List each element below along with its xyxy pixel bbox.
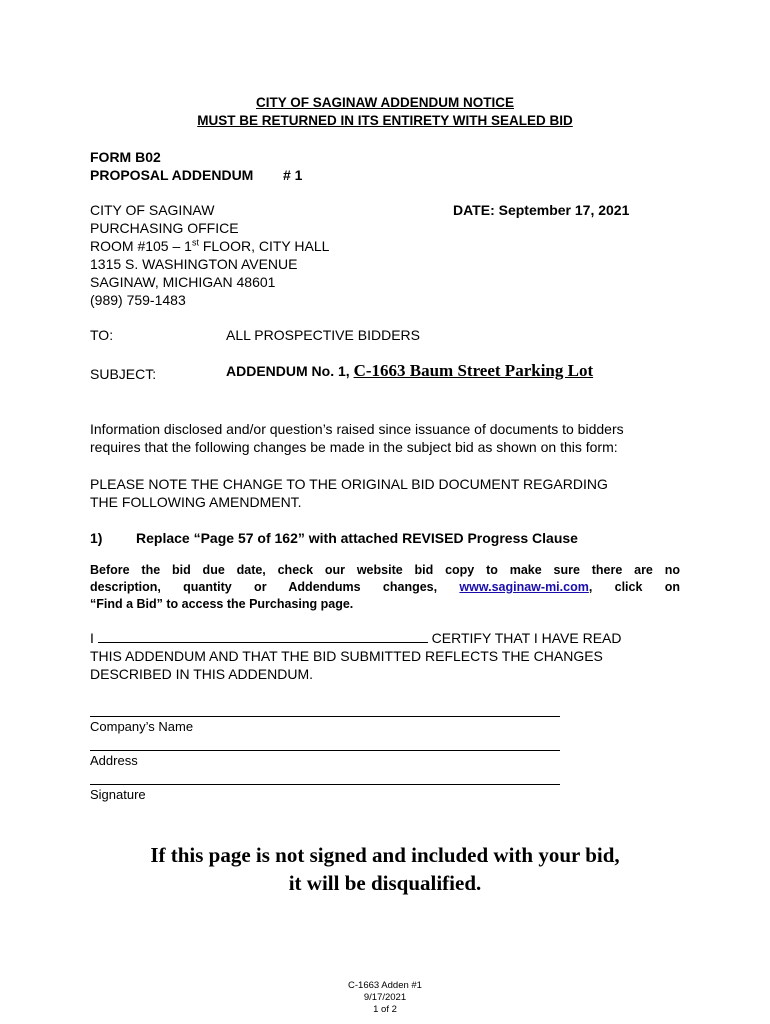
notice-line xyxy=(90,579,680,596)
certify-statement xyxy=(90,629,622,683)
certify-line: THIS ADDENDUM AND THAT THE BID SUBMITTED REFLECTS THE CHANGES xyxy=(90,648,603,664)
bid-notice xyxy=(90,562,680,613)
subject-label: SUBJECT: xyxy=(90,366,157,382)
proposal-addendum-label: PROPOSAL ADDENDUM xyxy=(90,167,254,183)
address-line xyxy=(90,237,329,255)
company-name-label: Company’s Name xyxy=(90,719,194,734)
address-line: (989) 759-1483 xyxy=(90,292,186,308)
footer xyxy=(0,980,770,1016)
item-text: Replace “Page 57 of 162” with attached REVISED Progress Clause xyxy=(136,530,578,546)
certify-suffix: CERTIFY THAT I HAVE READ xyxy=(431,630,622,646)
address-line: SAGINAW, MICHIGAN 48601 xyxy=(90,274,276,290)
info-paragraph xyxy=(90,420,624,456)
address-superscript: st xyxy=(191,237,199,248)
address-field[interactable] xyxy=(90,750,560,751)
form-number: FORM B02 xyxy=(90,149,161,165)
address-label: Address xyxy=(90,753,138,768)
item-number: 1) xyxy=(90,530,103,546)
signature-field[interactable] xyxy=(90,784,560,785)
paragraph-line: Information disclosed and/or question’s raised since issuance of documents to bidders xyxy=(90,421,624,437)
paragraph-line: requires that the following changes be made in the subject bid as shown on this form: xyxy=(90,439,618,455)
certify-line xyxy=(90,629,622,647)
notice-text: description, quantity or Addendums changes, xyxy=(90,580,460,594)
document-subtitle: MUST BE RETURNED IN ITS ENTIRETY WITH SEALED BID xyxy=(197,113,573,128)
certify-line: DESCRIBED IN THIS ADDENDUM. xyxy=(90,666,313,682)
footer-doc-id: C-1663 Adden #1 xyxy=(348,980,422,991)
footer-date: 9/17/2021 xyxy=(363,992,407,1003)
signature-label: Signature xyxy=(90,787,146,802)
address-line: PURCHASING OFFICE xyxy=(90,220,239,236)
address-block xyxy=(90,201,329,309)
notice-line: Before the bid due date, check our website bid copy to make sure there are no xyxy=(90,563,680,577)
address-line: 1315 S. WASHINGTON AVENUE xyxy=(90,256,298,272)
proposal-addendum-number: # 1 xyxy=(283,167,303,183)
footer-page-number: 1 of 2 xyxy=(373,1004,397,1015)
address-floor: FLOOR, CITY HALL xyxy=(198,238,330,254)
notice-text: , click on xyxy=(588,580,680,594)
website-link[interactable]: www.saginaw-mi.com xyxy=(459,580,589,594)
address-room: ROOM #105 – 1 xyxy=(90,238,192,254)
paragraph-line: PLEASE NOTE THE CHANGE TO THE ORIGINAL BID DOCUMENT REGARDING xyxy=(90,476,608,492)
document-date: DATE: September 17, 2021 xyxy=(453,202,630,218)
subject-value xyxy=(226,361,593,381)
subject-prefix: ADDENDUM No. 1, xyxy=(226,363,354,379)
disqualification-warning-line2: it will be disqualified. xyxy=(288,871,482,895)
certify-prefix: I xyxy=(90,630,94,646)
document-title: CITY OF SAGINAW ADDENDUM NOTICE xyxy=(255,95,514,110)
subject-project: C-1663 Baum Street Parking Lot xyxy=(353,361,594,380)
disqualification-warning-line1: If this page is not signed and included with your bid, xyxy=(150,843,620,867)
note-paragraph xyxy=(90,475,608,511)
to-value: ALL PROSPECTIVE BIDDERS xyxy=(226,327,420,343)
certify-name-field[interactable] xyxy=(98,629,428,643)
to-label: TO: xyxy=(90,327,114,343)
notice-line: “Find a Bid” to access the Purchasing page. xyxy=(90,597,354,611)
address-line: CITY OF SAGINAW xyxy=(90,202,215,218)
paragraph-line: THE FOLLOWING AMENDMENT. xyxy=(90,494,302,510)
company-name-field[interactable] xyxy=(90,716,560,717)
